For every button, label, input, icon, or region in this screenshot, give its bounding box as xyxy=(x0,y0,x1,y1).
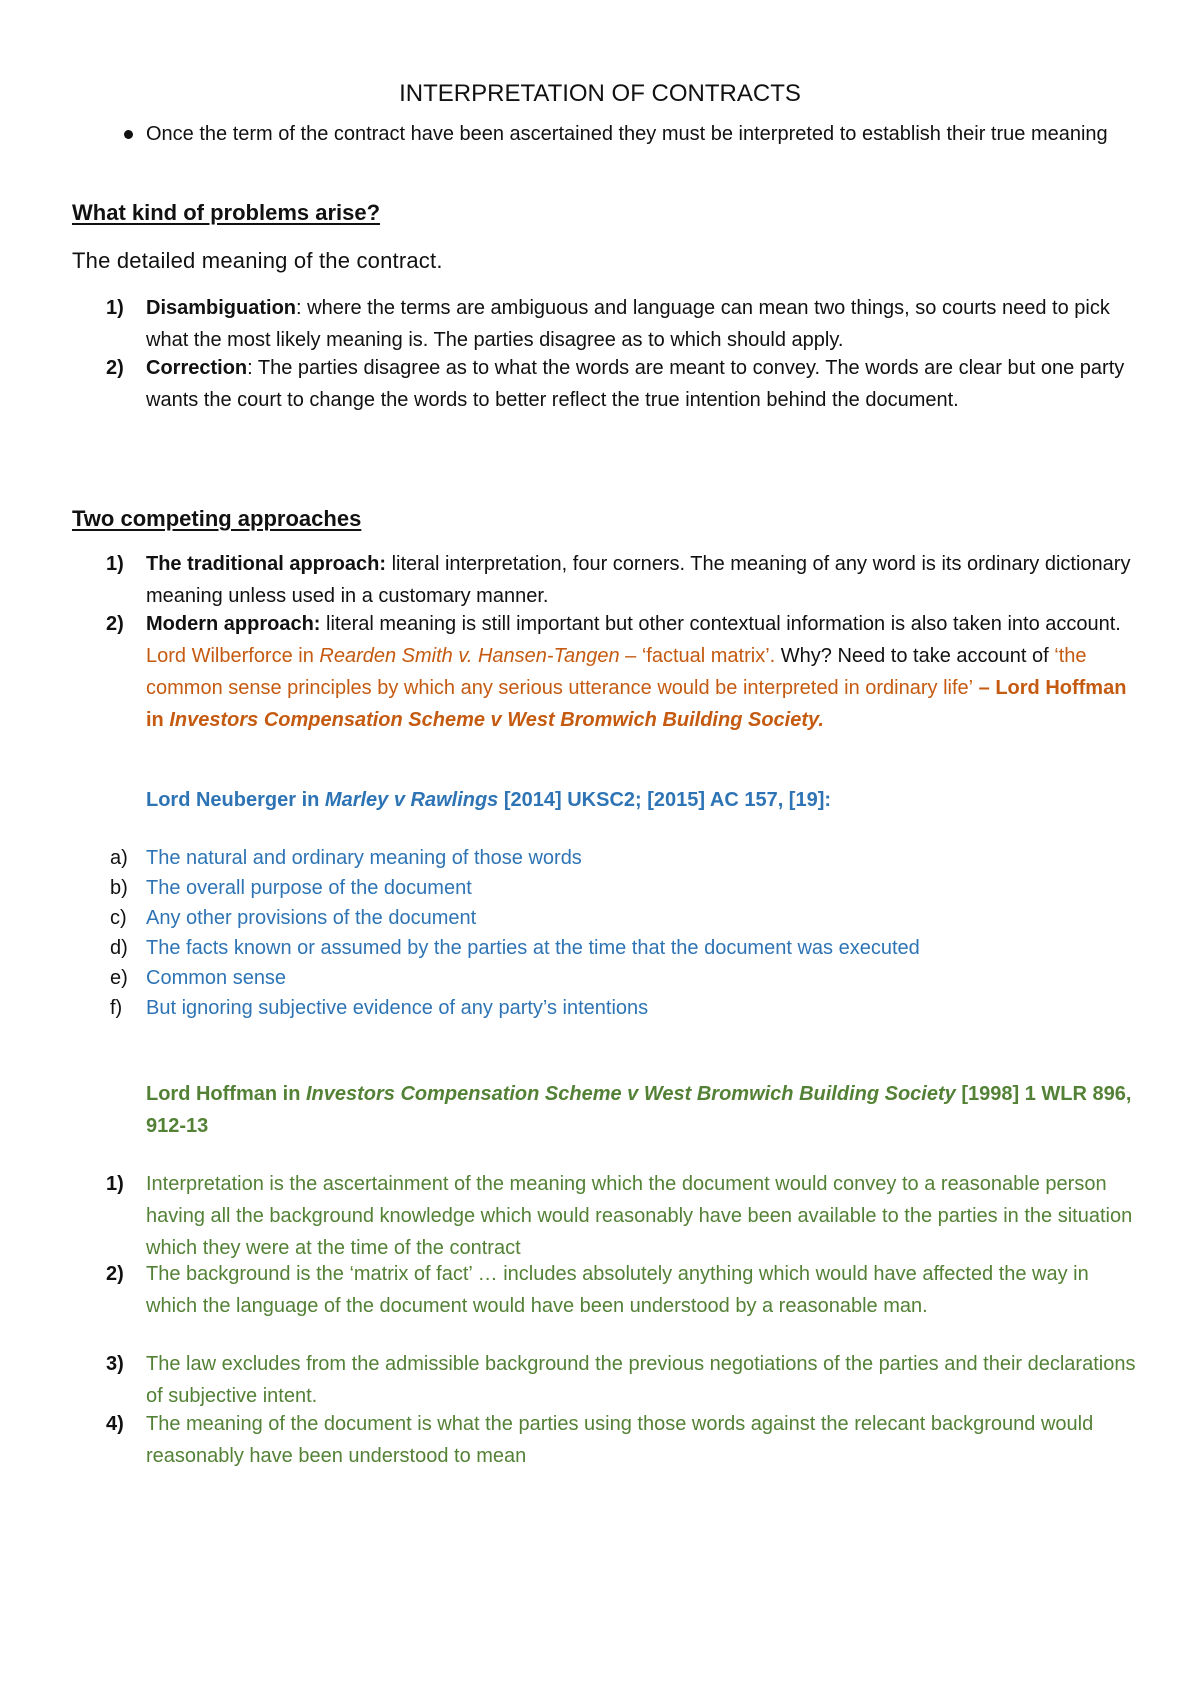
item-text: The facts known or assumed by the parties at the time that the document was executed xyxy=(146,937,920,959)
item-term: Modern approach: xyxy=(146,613,321,635)
item-text: literal meaning is still important but other contextual information is also taken into account. xyxy=(320,613,1121,635)
item-text: : where the terms are ambiguous and language can mean two things, so courts need to pick what the most likely meaning is. The parties disagree as to which should apply. xyxy=(146,297,1110,351)
neuberger-item xyxy=(110,992,1136,1024)
item-term: Disambiguation xyxy=(146,297,297,319)
item-text: The overall purpose of the document xyxy=(146,877,472,899)
hoffman-item xyxy=(106,1348,1136,1412)
neuberger-case: Marley v Rawlings xyxy=(324,789,499,811)
item-text: The meaning of the document is what the parties using those words against the relecant background would reasonably have been understood to mean xyxy=(146,1413,1094,1467)
neuberger-lead: Lord Neuberger in xyxy=(146,789,325,811)
neuberger-item xyxy=(110,872,1136,904)
item-number: 1) xyxy=(106,1173,124,1195)
case-reference: – Lord Hoffman in xyxy=(146,677,1127,731)
neuberger-item xyxy=(110,962,1136,994)
item-text: The natural and ordinary meaning of those words xyxy=(146,847,582,869)
hoffman-cite: [1998] 1 WLR 896, 912-13 xyxy=(146,1083,1132,1137)
hoffman-item xyxy=(106,1408,1136,1472)
item-text: Why? Need to take account of xyxy=(775,645,1055,667)
item-text: Common sense xyxy=(146,967,287,989)
neuberger-item xyxy=(110,932,1136,964)
item-label: e) xyxy=(110,967,128,989)
item-term: The traditional approach: xyxy=(146,553,387,575)
item-text: literal interpretation, four corners. The meaning of any word is its ordinary dictionary meaning unless used in a customary manner. xyxy=(146,553,1131,607)
section-subline: The detailed meaning of the contract. xyxy=(72,248,443,273)
item-number: 3) xyxy=(106,1353,124,1375)
item-label: a) xyxy=(110,847,128,869)
case-reference: Lord Wilberforce in xyxy=(146,645,320,667)
item-text: But ignoring subjective evidence of any party’s intentions xyxy=(146,997,649,1019)
neuberger-cite: [2014] UKSC2; [2015] AC 157, [19]: xyxy=(498,789,832,811)
item-label: f) xyxy=(110,997,123,1019)
item-text: The background is the ‘matrix of fact’ … includes absolutely anything which would have affected the way in which the language of the document would have been understood by a reasonable man. xyxy=(146,1263,1089,1317)
item-number: 2) xyxy=(106,1263,124,1285)
item-text: The law excludes from the admissible background the previous negotiations of the parties and their declarations of subjective intent. xyxy=(146,1353,1136,1407)
case-name: Rearden Smith v. Hansen-Tangen xyxy=(319,645,620,667)
hoffman-item xyxy=(106,1258,1136,1322)
item-number: 1) xyxy=(106,297,124,319)
neuberger-item xyxy=(110,842,1136,874)
hoffman-item xyxy=(106,1168,1136,1264)
case-name: Investors Compensation Scheme v West Bromwich Building Society. xyxy=(169,709,824,731)
item-term: Correction xyxy=(146,357,248,379)
item-number: 2) xyxy=(106,613,124,635)
hoffman-lead: Lord Hoffman in xyxy=(146,1083,306,1105)
bullet-dot-icon xyxy=(124,130,133,139)
neuberger-heading xyxy=(146,784,1136,816)
item-number: 4) xyxy=(106,1413,124,1435)
problem-item xyxy=(106,352,1136,416)
item-label: c) xyxy=(110,907,127,929)
item-text: : The parties disagree as to what the words are meant to convey. The words are clear but one party wants the court to change the words to better reflect the true intention behind the document. xyxy=(146,357,1125,411)
hoffman-heading xyxy=(146,1078,1136,1142)
hoffman-case: Investors Compensation Scheme v West Bromwich Building Society xyxy=(305,1083,956,1105)
intro-bullet xyxy=(146,118,1136,150)
item-text: Any other provisions of the document xyxy=(146,907,477,929)
approach-item xyxy=(106,608,1136,736)
item-number: 2) xyxy=(106,357,124,379)
item-text: Interpretation is the ascertainment of the meaning which the document would convey to a reasonable person having all the background knowledge which would reasonably have been available to the parties in the situation which they were at the time of the contract xyxy=(146,1173,1133,1259)
intro-bullet-text: Once the term of the contract have been ascertained they must be interpreted to establish their true meaning xyxy=(146,123,1108,145)
item-number: 1) xyxy=(106,553,124,575)
section-heading-problems: What kind of problems arise? xyxy=(72,200,381,225)
page-title: INTERPRETATION OF CONTRACTS xyxy=(399,80,801,107)
item-label: b) xyxy=(110,877,128,899)
approach-item xyxy=(106,548,1136,612)
item-label: d) xyxy=(110,937,128,959)
neuberger-item xyxy=(110,902,1136,934)
quote: ‘the common sense principles by which any serious utterance would be interpreted in ordinary life’ xyxy=(146,645,1087,699)
case-reference-tail: – ‘factual matrix’. xyxy=(619,645,776,667)
section-heading-approaches: Two competing approaches xyxy=(72,506,362,531)
problem-item xyxy=(106,292,1136,356)
